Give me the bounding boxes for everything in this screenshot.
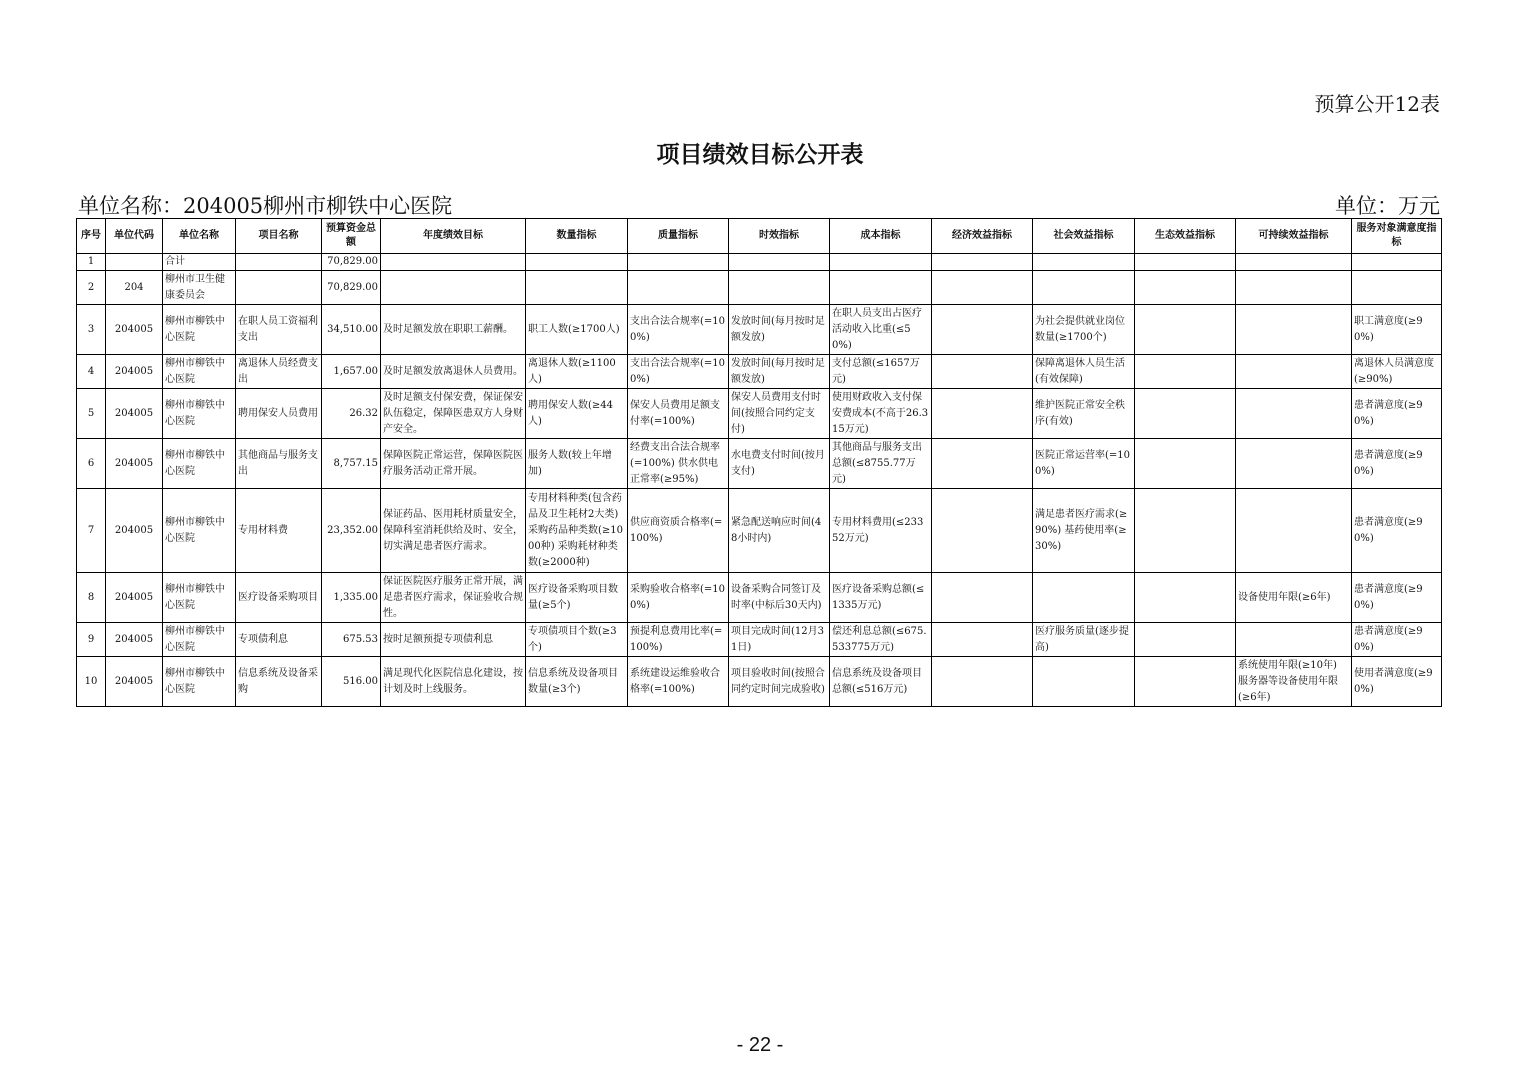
table-cell: 设备使用年限(≥6年) (1236, 573, 1352, 623)
table-cell: 10 (77, 657, 106, 707)
table-cell: 专项债利息 (236, 623, 322, 657)
table-cell: 预提利息费用比率(=100%) (628, 623, 729, 657)
table-cell: 1 (77, 254, 106, 271)
table-cell: 204005 (106, 389, 163, 439)
column-header: 质量指标 (628, 219, 729, 254)
table-cell: 水电费支付时间(按月支付) (729, 439, 830, 489)
table-cell (932, 489, 1033, 573)
table-row (77, 355, 1442, 389)
table-cell: 保安人员费用足额支付率(=100%) (628, 389, 729, 439)
table-cell: 系统建设运维验收合格率(=100%) (628, 657, 729, 707)
table-cell: 516.00 (322, 657, 381, 707)
table-cell (932, 254, 1033, 271)
column-header: 时效指标 (729, 219, 830, 254)
table-code: 预算公开12表 (1314, 92, 1440, 116)
table-row (77, 439, 1442, 489)
table-cell (1135, 439, 1236, 489)
table-cell: 满足患者医疗需求(≥90%) 基药使用率(≥30%) (1033, 489, 1135, 573)
table-cell: 保证医院医疗服务正常开展，满足患者医疗需求，保证验收合规性。 (381, 573, 526, 623)
table-cell (236, 271, 322, 305)
table-cell: 服务人数(较上年增加) (526, 439, 628, 489)
table-cell: 柳州市柳铁中心医院 (163, 489, 236, 573)
table-cell: 信息系统及设备采购 (236, 657, 322, 707)
table-cell: 医疗设备采购项目数量(≥5个) (526, 573, 628, 623)
table-cell: 信息系统及设备项目数量(≥3个) (526, 657, 628, 707)
table-cell (932, 657, 1033, 707)
table-cell (1135, 254, 1236, 271)
table-cell: 经费支出合法合规率(=100%) 供水供电正常率(≥95%) (628, 439, 729, 489)
table-cell (830, 254, 932, 271)
column-header: 可持续效益指标 (1236, 219, 1352, 254)
column-header: 单位代码 (106, 219, 163, 254)
table-cell (628, 254, 729, 271)
table-cell: 聘用保安人数(≥44人) (526, 389, 628, 439)
table-cell (932, 573, 1033, 623)
table-cell: 医疗服务质量(逐步提高) (1033, 623, 1135, 657)
table-cell: 柳州市柳铁中心医院 (163, 439, 236, 489)
table-cell: 204005 (106, 623, 163, 657)
table-cell: 医疗设备采购项目 (236, 573, 322, 623)
table-cell (1236, 389, 1352, 439)
table-cell: 23,352.00 (322, 489, 381, 573)
table-cell: 紧急配送响应时间(48小时内) (729, 489, 830, 573)
table-cell (1135, 305, 1236, 355)
table-cell (1135, 355, 1236, 389)
table-cell (830, 271, 932, 305)
table-cell: 合计 (163, 254, 236, 271)
table-cell: 医院正常运营率(=100%) (1033, 439, 1135, 489)
table-cell (932, 623, 1033, 657)
table-cell: 为社会提供就业岗位数量(≥1700个) (1033, 305, 1135, 355)
page-title: 项目绩效目标公开表 (656, 142, 864, 168)
table-cell: 专用材料种类(包含药品及卫生耗材2大类) 采购药品种类数(≥1000种) 采购耗材种类数(≥2000种) (526, 489, 628, 573)
column-header: 服务对象满意度指标 (1352, 219, 1442, 254)
table-cell: 离退休人数(≥1100人) (526, 355, 628, 389)
table-cell: 使用者满意度(≥90%) (1352, 657, 1442, 707)
table-cell: 7 (77, 489, 106, 573)
table-cell: 在职人员支出占医疗活动收入比重(≤50%) (830, 305, 932, 355)
table-row (77, 389, 1442, 439)
table-cell: 偿还利息总额(≤675.533775万元) (830, 623, 932, 657)
page-number: - 22 - (736, 1034, 784, 1056)
table-cell: 柳州市柳铁中心医院 (163, 623, 236, 657)
performance-table (76, 218, 1442, 707)
table-cell (932, 271, 1033, 305)
table-cell: 8,757.15 (322, 439, 381, 489)
table-cell: 204005 (106, 439, 163, 489)
table-cell: 在职人员工资福利支出 (236, 305, 322, 355)
table-cell: 1,335.00 (322, 573, 381, 623)
table-cell (1352, 254, 1442, 271)
table-cell: 患者满意度(≥90%) (1352, 573, 1442, 623)
table-cell: 保证药品、医用耗材质量安全，保障科室消耗供给及时、安全，切实满足患者医疗需求。 (381, 489, 526, 573)
table-cell (1135, 489, 1236, 573)
table-cell: 保障医院正常运营，保障医院医疗服务活动正常开展。 (381, 439, 526, 489)
table-cell: 患者满意度(≥90%) (1352, 439, 1442, 489)
table-cell (932, 355, 1033, 389)
table-cell (628, 271, 729, 305)
table-cell: 发放时间(每月按时足额发放) (729, 355, 830, 389)
column-header: 经济效益指标 (932, 219, 1033, 254)
table-cell: 其他商品与服务支出总额(≤8755.77万元) (830, 439, 932, 489)
table-cell: 支付总额(≤1657万元) (830, 355, 932, 389)
table-cell: 柳州市柳铁中心医院 (163, 305, 236, 355)
table-cell (1033, 254, 1135, 271)
table-row (77, 489, 1442, 573)
table-cell: 2 (77, 271, 106, 305)
column-header: 序号 (77, 219, 106, 254)
table-cell: 设备采购合同签订及时率(中标后30天内) (729, 573, 830, 623)
table-cell: 204 (106, 271, 163, 305)
column-header: 生态效益指标 (1135, 219, 1236, 254)
table-cell: 70,829.00 (322, 254, 381, 271)
table-cell (1135, 271, 1236, 305)
table-cell: 信息系统及设备项目总额(≤516万元) (830, 657, 932, 707)
table-cell: 聘用保安人员费用 (236, 389, 322, 439)
table-cell (526, 254, 628, 271)
table-cell (932, 389, 1033, 439)
table-cell (526, 271, 628, 305)
table-cell: 专用材料费用(≤23352万元) (830, 489, 932, 573)
table-cell: 专项债项目个数(≥3个) (526, 623, 628, 657)
table-cell: 6 (77, 439, 106, 489)
table-cell: 4 (77, 355, 106, 389)
table-cell: 供应商资质合格率(=100%) (628, 489, 729, 573)
table-cell: 柳州市卫生健康委员会 (163, 271, 236, 305)
table-cell: 1,657.00 (322, 355, 381, 389)
table-cell (1033, 657, 1135, 707)
table-cell: 及时足额支付保安费，保证保安队伍稳定，保障医患双方人身财产安全。 (381, 389, 526, 439)
table-cell: 项目完成时间(12月31日) (729, 623, 830, 657)
table-cell (1236, 489, 1352, 573)
table-cell: 204005 (106, 657, 163, 707)
table-cell (1135, 389, 1236, 439)
table-row (77, 657, 1442, 707)
table-cell: 柳州市柳铁中心医院 (163, 355, 236, 389)
table-cell: 5 (77, 389, 106, 439)
column-header: 预算资金总额 (322, 219, 381, 254)
table-cell: 34,510.00 (322, 305, 381, 355)
table-cell: 医疗设备采购总额(≤1335万元) (830, 573, 932, 623)
table-cell (381, 271, 526, 305)
table-cell (1135, 623, 1236, 657)
table-cell (1236, 623, 1352, 657)
column-header: 项目名称 (236, 219, 322, 254)
table-cell: 保安人员费用支付时间(按照合同约定支付) (729, 389, 830, 439)
table-cell (729, 254, 830, 271)
table-cell: 患者满意度(≥90%) (1352, 389, 1442, 439)
table-cell (1236, 439, 1352, 489)
table-cell: 675.53 (322, 623, 381, 657)
table-cell (1135, 573, 1236, 623)
table-cell: 专用材料费 (236, 489, 322, 573)
table-cell: 按时足额预提专项债利息 (381, 623, 526, 657)
table-cell: 系统使用年限(≥10年) 服务器等设备使用年限(≥6年) (1236, 657, 1352, 707)
table-cell (381, 254, 526, 271)
table-cell: 及时足额发放离退休人员费用。 (381, 355, 526, 389)
table-row (77, 573, 1442, 623)
table-cell: 柳州市柳铁中心医院 (163, 389, 236, 439)
table-cell: 9 (77, 623, 106, 657)
table-row (77, 271, 1442, 305)
table-cell: 支出合法合规率(=100%) (628, 355, 729, 389)
table-cell: 采购验收合格率(=100%) (628, 573, 729, 623)
table-cell (1352, 271, 1442, 305)
table-row (77, 254, 1442, 271)
table-cell (106, 254, 163, 271)
unit-label: 单位：万元 (1335, 194, 1440, 218)
column-header: 数量指标 (526, 219, 628, 254)
column-header: 单位名称 (163, 219, 236, 254)
table-cell: 204005 (106, 355, 163, 389)
table-cell (932, 439, 1033, 489)
table-cell: 满足现代化医院信息化建设，按计划及时上线服务。 (381, 657, 526, 707)
table-cell (1033, 271, 1135, 305)
table-cell: 离退休人员经费支出 (236, 355, 322, 389)
table-cell: 发放时间(每月按时足额发放) (729, 305, 830, 355)
table-cell: 3 (77, 305, 106, 355)
table-cell: 离退休人员满意度(≥90%) (1352, 355, 1442, 389)
table-cell: 8 (77, 573, 106, 623)
table-cell: 柳州市柳铁中心医院 (163, 573, 236, 623)
table-cell: 204005 (106, 305, 163, 355)
table-cell: 及时足额发放在职职工薪酬。 (381, 305, 526, 355)
table-cell (932, 305, 1033, 355)
table-cell (1033, 573, 1135, 623)
table-cell: 维护医院正常安全秩序(有效) (1033, 389, 1135, 439)
column-header: 社会效益指标 (1033, 219, 1135, 254)
table-cell (729, 271, 830, 305)
table-cell: 26.32 (322, 389, 381, 439)
table-cell (1236, 254, 1352, 271)
table-cell (1236, 305, 1352, 355)
table-cell: 患者满意度(≥90%) (1352, 623, 1442, 657)
table-cell: 204005 (106, 573, 163, 623)
table-cell: 支出合法合规率(=100%) (628, 305, 729, 355)
table-cell: 项目验收时间(按照合同约定时间完成验收) (729, 657, 830, 707)
table-cell: 患者满意度(≥90%) (1352, 489, 1442, 573)
table-header-row (77, 219, 1442, 254)
table-cell: 其他商品与服务支出 (236, 439, 322, 489)
table-cell: 204005 (106, 489, 163, 573)
unit-name: 单位名称：204005柳州市柳铁中心医院 (78, 194, 453, 218)
table-cell: 70,829.00 (322, 271, 381, 305)
table-cell: 职工人数(≥1700人) (526, 305, 628, 355)
table-cell: 保障离退休人员生活(有效保障) (1033, 355, 1135, 389)
table-cell: 使用财政收入支付保安费成本(不高于26.315万元) (830, 389, 932, 439)
table-cell (236, 254, 322, 271)
table-row (77, 305, 1442, 355)
column-header: 成本指标 (830, 219, 932, 254)
column-header: 年度绩效目标 (381, 219, 526, 254)
table-cell (1135, 657, 1236, 707)
table-cell: 职工满意度(≥90%) (1352, 305, 1442, 355)
table-row (77, 623, 1442, 657)
table-cell: 柳州市柳铁中心医院 (163, 657, 236, 707)
table-cell (1236, 271, 1352, 305)
table-cell (1236, 355, 1352, 389)
